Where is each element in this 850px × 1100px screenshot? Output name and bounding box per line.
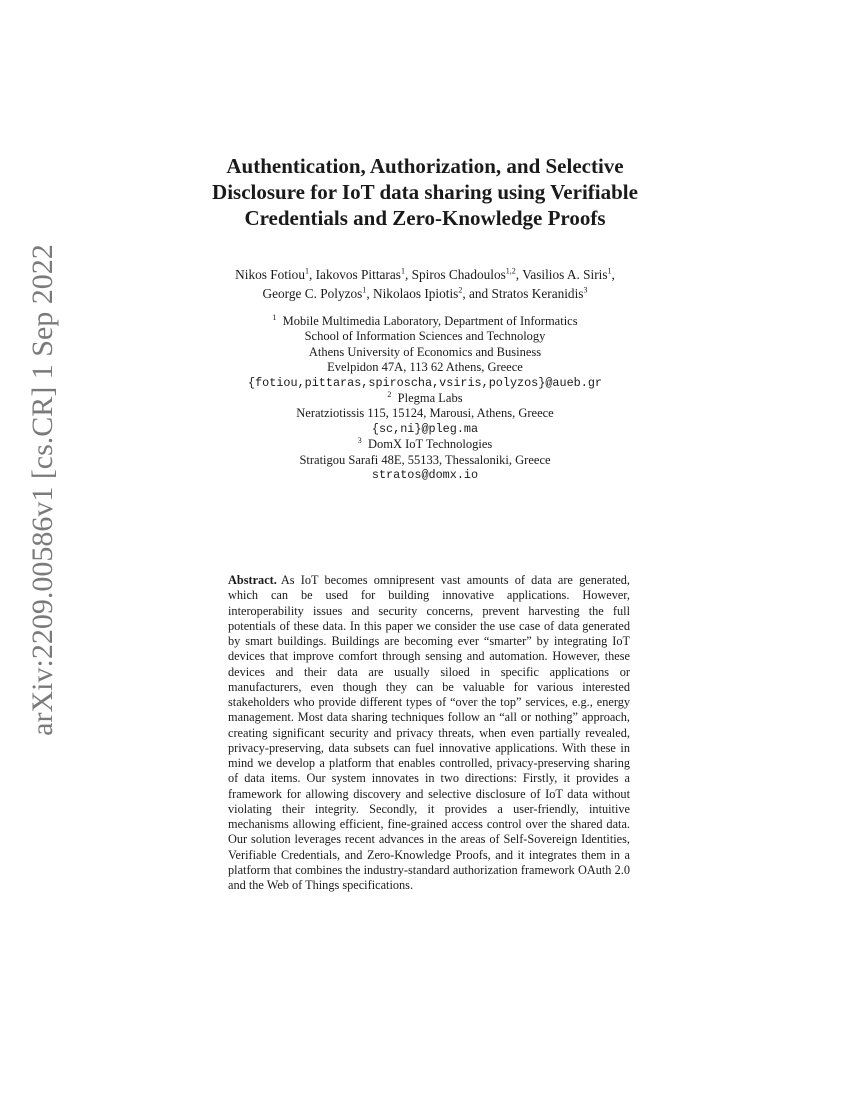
arxiv-identifier: arXiv:2209.00586v1 [cs.CR] 1 Sep 2022	[26, 244, 59, 736]
author-affil-mark: 3	[583, 285, 588, 295]
affiliation-line: Evelpidon 47A, 113 62 Athens, Greece	[327, 360, 523, 375]
affiliation-line: $^2$ Plegma Labs	[387, 389, 463, 406]
author-affil-mark: 1,2	[505, 266, 516, 276]
author-affil-mark: 1	[304, 266, 309, 276]
affiliation-mark: 1	[272, 312, 277, 322]
author-affil-mark: 1	[362, 285, 367, 295]
author-line-2	[150, 284, 700, 303]
email-address: stratos@domx.io	[371, 468, 479, 483]
title-line: Disclosure for IoT data sharing using Verifiable	[212, 180, 638, 204]
author-name: , Nikolaos Ipiotis	[366, 286, 459, 301]
arxiv-identifier-margin	[8, 244, 78, 736]
affiliation-line: School of Information Sciences and Technology	[304, 329, 546, 344]
affiliations	[150, 314, 700, 483]
author-list	[150, 265, 700, 303]
abstract-text: As IoT becomes omnipresent vast amounts of data are generated, which can be used for building innovative applications. However, interoperability issues and security concerns, prevent harvesting the full potentials of these data. In this paper we consider the use case of data generated by smart buildings. Buildings are becoming ever “smarter” by integrating IoT devices that improve comfort through sensing and automation. However, these devices and their data are usually siloed in specific applications or manufacturers, even though they can be valuable for various interested stakeholders who provide different types of “over the top” services, e.g., energy management. Most data sharing techniques follow an “all or nothing” approach, creating significant security and privacy threats, when even partially revealed, privacy-preserving, data subsets can fuel innovative applications. With these in mind we develop a platform that enables controlled, privacy-preserving sharing of data items. Our system innovates in two directions: Firstly, it provides a framework for allowing discovery and selective disclosure of IoT data without violating their integrity. Secondly, it provides a user-friendly, intuitive mechanisms allowing efficient, fine-grained access control over the shared data. Our solution leverages recent advances in the areas of Self-Sovereign Identities, Verifiable Credentials, and Zero-Knowledge Proofs, and it integrates them in a platform that combines the industry-standard authorization framework OAuth 2.0 and the Web of Things specifications.	[228, 573, 630, 892]
author-affil-mark: 1	[607, 266, 612, 276]
author-affil-mark: 2	[458, 285, 463, 295]
author-line-1: Nikos Fotiou$^1$, Iakovos Pittaras$^1$, Spiros Chadoulos$^{1,2}$, Vasilios A. Siris$^1$,	[235, 266, 615, 282]
affiliation-mark: 2	[387, 389, 392, 399]
paper-title	[150, 153, 700, 231]
abstract	[228, 573, 630, 893]
email-address: {sc,ni}@pleg.ma	[371, 421, 479, 436]
author-name: , Iakovos Pittaras	[308, 267, 401, 282]
affiliation-line: Neratziotissis 115, 15124, Marousi, Athens, Greece	[296, 406, 554, 421]
author-name: , Spiros Chadoulos	[404, 267, 506, 282]
email-address: {fotiou,pittaras,spiroscha,vsiris,polyzos}@aueb.gr	[248, 375, 602, 390]
affiliation-line: Stratigou Sarafi 48E, 55133, Thessaloniki, Greece	[299, 452, 551, 467]
title-line: Credentials and Zero-Knowledge Proofs	[244, 206, 606, 230]
author-name: Nikos Fotiou	[235, 267, 305, 282]
affiliation-line: $^3$ DomX IoT Technologies	[357, 436, 493, 452]
title-line: Authentication, Authorization, and Selective	[226, 154, 624, 178]
abstract-label: Abstract.	[228, 573, 277, 587]
author-name: , and Stratos Keranidis	[462, 286, 584, 301]
affiliation-line: $^1$ Mobile Multimedia Laboratory, Department of Informatics	[272, 312, 578, 328]
affiliation-mark: 3	[357, 436, 362, 446]
author-name: , Vasilios A. Siris	[515, 267, 608, 282]
author-name: George C. Polyzos	[262, 286, 363, 301]
affiliation-line: Athens University of Economics and Business	[308, 344, 542, 359]
author-affil-mark: 1	[400, 266, 405, 276]
